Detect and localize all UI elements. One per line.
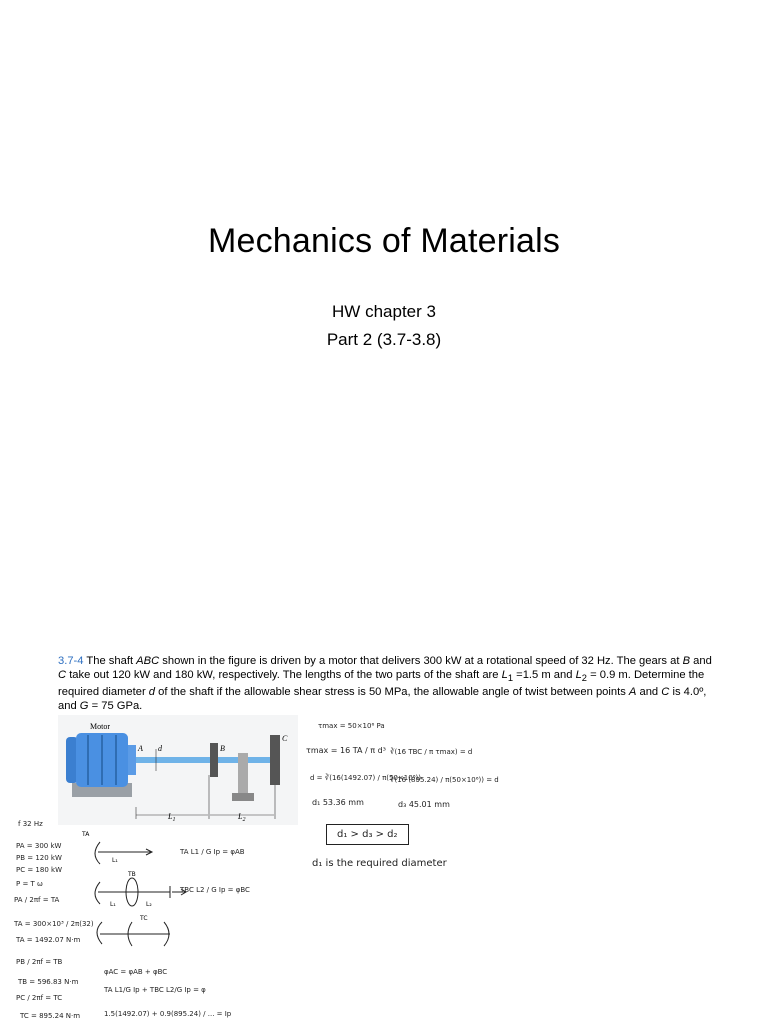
problem-text: shown in the figure is driven by a motor that delivers 300 kW at a rotational speed of 32 Hz. The gears at — [159, 655, 683, 667]
problem-var: d — [148, 686, 156, 699]
problem-text: = 0.9 m. Determine the required diameter — [58, 669, 705, 699]
note-boxed-comparison: d₁ > d₃ > d₂ — [326, 824, 409, 845]
sketch-l1-b: L₁ — [110, 901, 116, 908]
note-d1-value: d₁ 53.36 mm — [312, 798, 364, 807]
problem-text: = 75 GPa. — [88, 700, 143, 713]
problem-text: and — [636, 686, 662, 699]
note-power-torque: P = T ω — [16, 880, 43, 888]
problem-var: A — [628, 686, 637, 699]
bearing-support — [238, 753, 248, 793]
sketch-tc: TC — [140, 915, 148, 922]
problem-sub: 1 — [507, 673, 514, 684]
sketch-l2: L₂ — [146, 901, 152, 908]
problem-var: ABC — [136, 655, 160, 667]
note-phi-sum: φAC = φAB + φBC — [104, 968, 168, 976]
problem-var: L — [575, 669, 582, 681]
problem-text: of the shaft if the allowable shear stress is 50 MPa, the allowable angle of twist between points — [155, 686, 629, 699]
shaft — [136, 757, 278, 763]
problem-var: C — [58, 669, 67, 681]
motor-label: Motor — [90, 722, 110, 731]
slide-subtitle-line1: HW chapter 3 — [332, 302, 436, 321]
note-tc-fraction: PC / 2πf = TC — [16, 994, 63, 1002]
note-phi-ab: TA L1 / G Ip = φAB — [180, 848, 245, 856]
problem-text: The shaft — [83, 655, 137, 667]
problem-text: and — [690, 655, 712, 667]
note-ta-equation: TA = 300×10³ / 2π(32) — [14, 920, 94, 928]
note-d3-numeric: ∛(16 (895.24) / π(50×10⁶)) = d — [390, 776, 499, 784]
note-tb-fraction: PB / 2πf = TB — [16, 958, 63, 966]
slide-subtitle-line2: Part 2 (3.7-3.8) — [326, 330, 442, 349]
label-a: A — [138, 744, 143, 753]
problem-sub: 2 — [581, 673, 587, 684]
label-b: B — [220, 744, 225, 753]
problem-text: is 4.0º, and — [58, 686, 707, 713]
slide-title: Mechanics of Materials — [207, 222, 561, 260]
note-ta-fraction: PA / 2πf = TA — [14, 896, 60, 904]
note-conclusion: d₁ is the required diameter — [312, 858, 447, 869]
note-pc: PC = 180 kW — [16, 866, 62, 874]
note-d1-formula: d = ∛(16(1492.07) / π(50×10⁶)) — [310, 774, 421, 782]
label-l1: $L_1$ — [168, 812, 176, 823]
problem-var: L — [501, 669, 508, 681]
sketch-tb: TB — [128, 871, 136, 878]
note-ta-value: TA = 1492.07 N·m — [16, 936, 81, 944]
sketch-l1: L₁ — [112, 857, 118, 864]
problem-var: G — [79, 700, 89, 713]
problem-number: 3.7-4 — [58, 655, 84, 667]
gear-b — [210, 743, 218, 777]
note-d3-formula: ∛(16 TBC / π τmax) = d — [390, 748, 473, 756]
problem-text: take out 120 kW and 180 kW, respectively. The lengths of the two parts of the shaft are — [66, 669, 502, 681]
note-pb: PB = 120 kW — [16, 854, 62, 862]
problem-var: B — [682, 655, 691, 667]
note-phi-numeric: 1.5(1492.07) + 0.9(895.24) / ... = Ip — [104, 1010, 232, 1018]
problem-statement — [58, 654, 718, 713]
label-c: C — [282, 734, 288, 743]
gear-c — [270, 735, 280, 785]
label-d: d — [158, 744, 162, 753]
note-tau-max-formula: τmax = 16 TA / π d³ — [306, 746, 386, 755]
shaft-figure — [58, 715, 298, 825]
sketch-ta: TA — [82, 831, 90, 838]
problem-text: =1.5 m and — [513, 669, 576, 681]
note-frequency: f 32 Hz — [18, 820, 43, 828]
motor-flange — [128, 745, 136, 775]
note-tc-value: TC = 895.24 N·m — [20, 1012, 81, 1020]
label-l2: $L_2$ — [238, 812, 246, 823]
problem-var: C — [661, 686, 670, 699]
note-tb-value: TB = 596.83 N·m — [18, 978, 79, 986]
note-phi-sum-expanded: TA L1/G Ip + TBC L2/G Ip = φ — [104, 986, 206, 994]
note-d3-value: d₃ 45.01 mm — [398, 800, 450, 809]
note-phi-bc: TBC L2 / G Ip = φBC — [180, 886, 250, 894]
note-pa: PA = 300 kW — [16, 842, 62, 850]
note-tau-max-value: τmax = 50×10⁶ Pa — [318, 722, 385, 730]
